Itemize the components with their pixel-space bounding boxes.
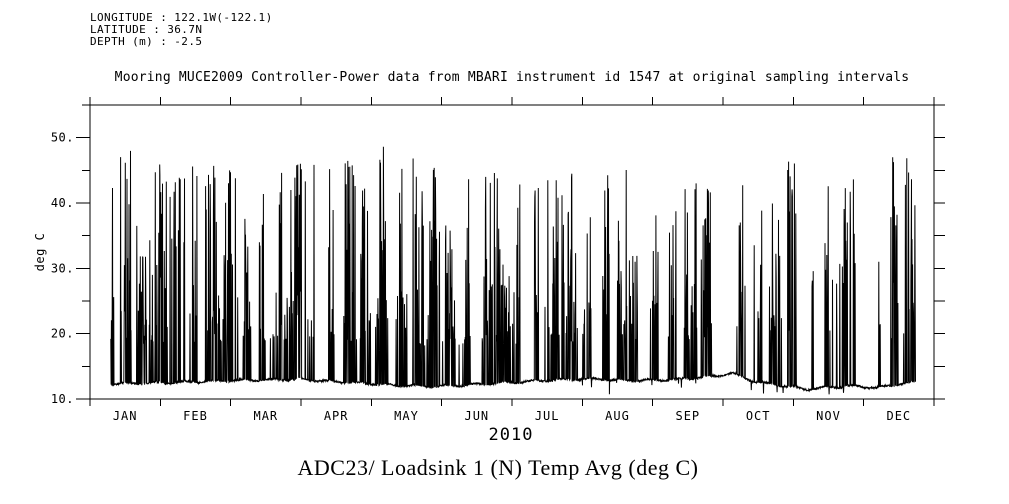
month-label: MAY — [394, 409, 419, 423]
month-label: NOV — [816, 409, 841, 423]
header-latitude: LATITUDE : 36.7N — [90, 23, 203, 36]
month-label: JUL — [534, 409, 560, 423]
y-tick-label: 10. — [50, 392, 74, 406]
y-axis-label: deg C — [33, 232, 47, 272]
header-depth: DEPTH (m) : -2.5 — [90, 35, 203, 48]
month-label: OCT — [745, 409, 771, 423]
month-label: MAR — [253, 409, 279, 423]
y-tick-label: 50. — [50, 130, 74, 145]
y-tick-label: 20. — [50, 326, 74, 341]
temperature-series — [111, 147, 916, 395]
month-label: AUG — [605, 409, 630, 423]
figure-caption: ADC23/ Loadsink 1 (N) Temp Avg (deg C) — [297, 455, 699, 480]
month-label: FEB — [183, 409, 208, 423]
month-label: JAN — [112, 409, 138, 423]
chart-title: Mooring MUCE2009 Controller-Power data from MBARI instrument id 1547 at original sampling intervals — [114, 70, 910, 85]
month-label: APR — [323, 409, 349, 423]
y-tick-label: 30. — [50, 261, 74, 276]
header-longitude: LONGITUDE : 122.1W(-122.1) — [90, 11, 273, 24]
y-tick-label: 40. — [50, 196, 74, 210]
month-label: JUN — [464, 409, 490, 423]
month-label: DEC — [886, 409, 912, 423]
year-label: 2010 — [488, 425, 534, 445]
month-label: SEP — [675, 409, 701, 423]
